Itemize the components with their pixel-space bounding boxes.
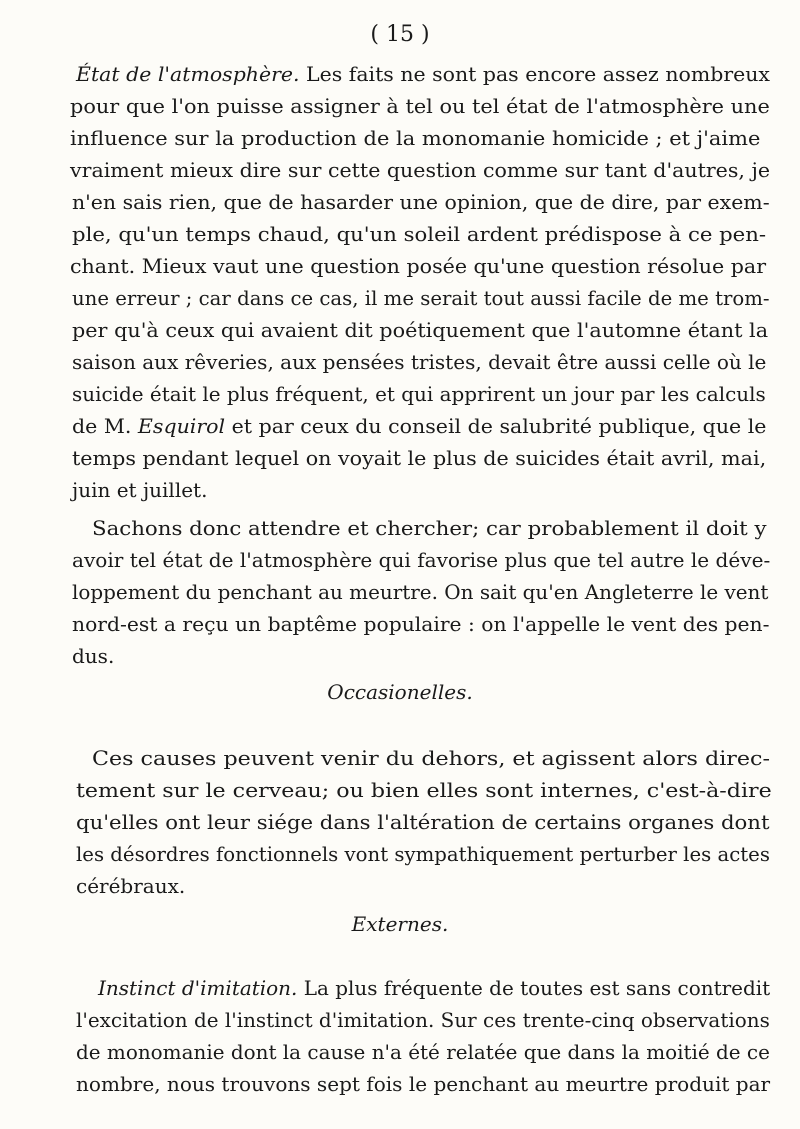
text-span: et par ceux du conseil de salubrité publique, que le [225, 414, 767, 438]
text-line: suicide était le plus fréquent, et qui apprirent un jour par les calculs [72, 382, 766, 406]
text-line: influence sur la production de la monomanie homicide ; et j'aime [70, 126, 761, 150]
text-line: per qu'à ceux qui avaient dit poétiquement que l'automne étant la [72, 318, 769, 342]
text-line: pour que l'on puisse assigner à tel ou tel état de l'atmosphère une [70, 94, 770, 118]
text-line: dus. [72, 644, 115, 668]
section-heading-externes: Externes. [351, 912, 449, 936]
text-line: Ces causes peuvent venir du dehors, et agissent alors direc- [92, 746, 770, 770]
text-line: cérébraux. [76, 874, 186, 898]
text-line: temps pendant lequel on voyait le plus de suicides était avril, mai, [72, 446, 767, 470]
person-name: Esquirol [137, 414, 226, 438]
text-line: n'en sais rien, que de hasarder une opinion, que de dire, par exem- [72, 190, 770, 214]
text-line: une erreur ; car dans ce cas, il me serait tout aussi facile de me trom- [72, 286, 770, 310]
text-line [76, 62, 770, 86]
text-line: nord-est a reçu un baptême populaire : on l'appelle le vent des pen- [72, 612, 770, 636]
text-line [72, 414, 766, 438]
text-line: loppement du penchant au meurtre. On sait qu'en Angleterre le vent [72, 580, 769, 604]
text-line: tement sur le cerveau; ou bien elles sont internes, c'est-à-dire [76, 778, 772, 802]
text-line: qu'elles ont leur siége dans l'altération de certains organes dont [76, 810, 770, 834]
text-line: avoir tel état de l'atmosphère qui favorise plus que tel autre le déve- [72, 548, 771, 572]
text-span: La plus fréquente de toutes est sans contredit [297, 976, 771, 1000]
text-line: les désordres fonctionnels vont sympathiquement perturber les actes [76, 842, 770, 866]
text-line: Sachons donc attendre et chercher; car probablement il doit y [92, 516, 767, 540]
text-line [98, 976, 770, 1000]
text-line: de monomanie dont la cause n'a été relatée que dans la moitié de ce [76, 1040, 770, 1064]
text-line: chant. Mieux vaut une question posée qu'une question résolue par [70, 254, 767, 278]
text-line: nombre, nous trouvons sept fois le penchant au meurtre produit par [76, 1072, 771, 1096]
page-number: ( 15 ) [370, 22, 430, 47]
text-line: ple, qu'un temps chaud, qu'un soleil ardent prédispose à ce pen- [72, 222, 767, 246]
run-in-heading: État de l'atmosphère. [76, 62, 300, 86]
section-heading-occasionelles: Occasionelles. [327, 680, 473, 704]
text-span: Les faits ne sont pas encore assez nombreux [299, 62, 770, 86]
text-line: juin et juillet. [72, 478, 208, 502]
run-in-heading: Instinct d'imitation. [98, 976, 298, 1000]
text-line: saison aux rêveries, aux pensées tristes, devait être aussi celle où le [72, 350, 767, 374]
text-line: vraiment mieux dire sur cette question comme sur tant d'autres, je [70, 158, 771, 182]
text-line: l'excitation de l'instinct d'imitation. Sur ces trente-cinq observations [76, 1008, 770, 1032]
text-span: de M. [72, 414, 138, 438]
